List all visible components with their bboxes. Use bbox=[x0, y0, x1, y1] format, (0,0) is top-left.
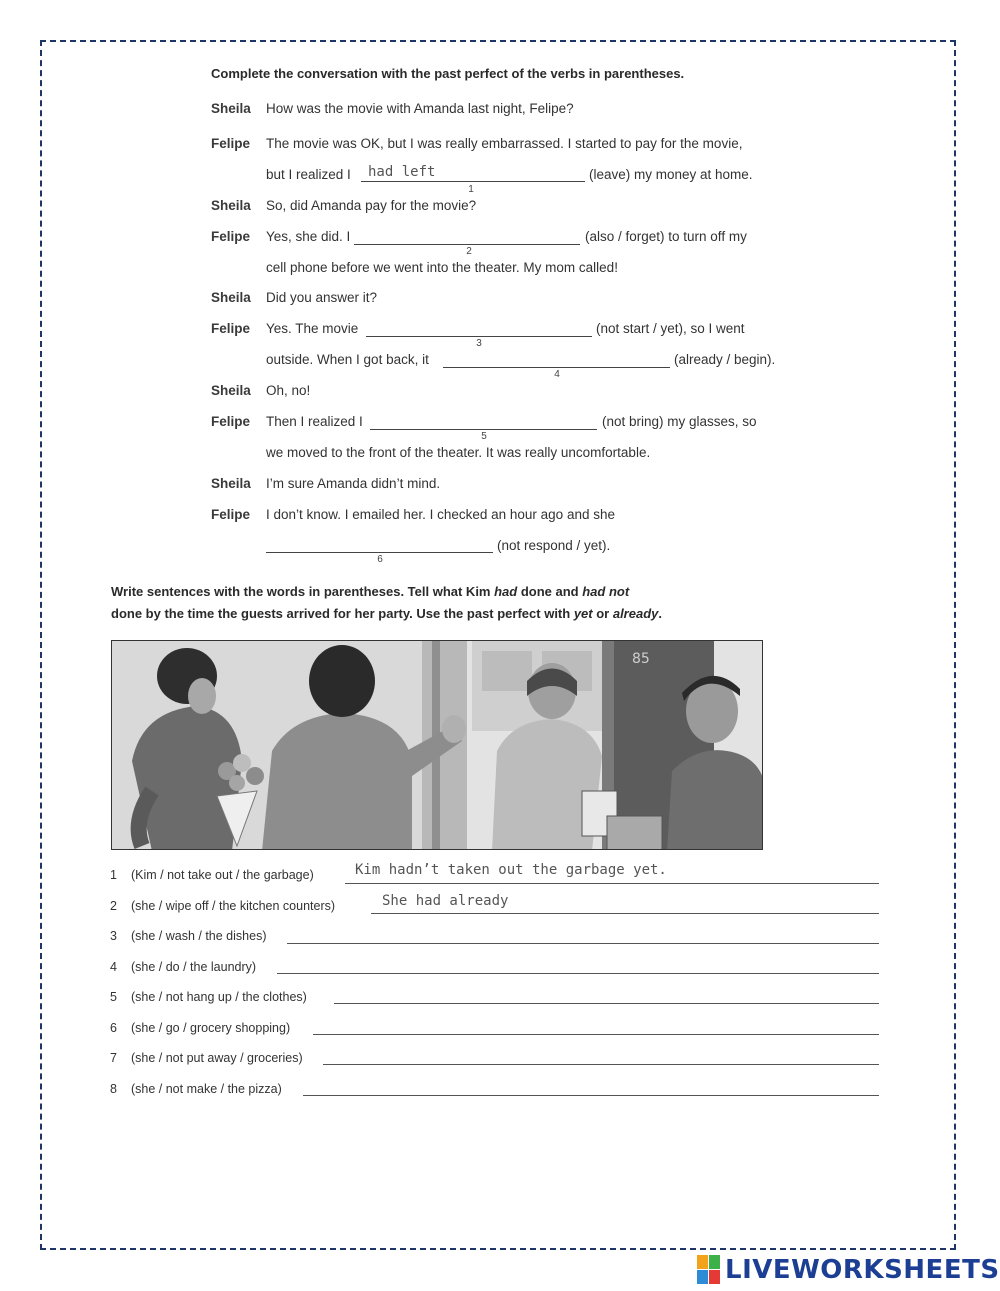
dialogue-line: So, did Amanda pay for the movie? bbox=[266, 198, 477, 213]
item-number: 2 bbox=[110, 899, 117, 913]
dialogue-line: we moved to the front of the theater. It was really uncomfortable. bbox=[266, 445, 651, 460]
answer-line[interactable] bbox=[323, 1063, 879, 1065]
item-number: 7 bbox=[110, 1051, 117, 1065]
dialogue-line-pre: but I realized I bbox=[266, 167, 351, 182]
item-number: 6 bbox=[110, 1021, 117, 1035]
brand-name: LIVEWORKSHEETS bbox=[725, 1255, 1000, 1285]
dialogue-line: Did you answer it? bbox=[266, 290, 378, 305]
item-answer: She had already bbox=[382, 893, 509, 909]
speaker-label: Felipe bbox=[211, 321, 251, 336]
dialogue-line-post: (also / forget) to turn off my bbox=[585, 229, 747, 244]
dialogue-line-post: (not bring) my glasses, so bbox=[602, 414, 757, 429]
answer-text-1: had left bbox=[368, 164, 436, 180]
answer-line[interactable] bbox=[303, 1094, 879, 1096]
dialogue-line: The movie was OK, but I was really embarrassed. I started to pay for the movie, bbox=[266, 136, 743, 151]
dialogue-line-post: (already / begin). bbox=[674, 352, 776, 367]
answer-blank-4[interactable] bbox=[443, 349, 670, 368]
item-number: 4 bbox=[110, 960, 117, 974]
exercise2-instruction: Write sentences with the words in parentheses. Tell what Kim had done and had not done by the time the guests arrived for her party. Use the past perfect with yet or already. bbox=[111, 584, 663, 621]
answer-line[interactable] bbox=[313, 1033, 879, 1035]
dialogue-line-pre: outside. When I got back, it bbox=[266, 352, 429, 367]
speaker-label: Felipe bbox=[211, 414, 251, 429]
speaker-label: Sheila bbox=[211, 290, 251, 305]
answer-line[interactable] bbox=[371, 912, 879, 914]
answer-line[interactable] bbox=[277, 972, 879, 974]
speaker-label: Felipe bbox=[211, 507, 251, 522]
speaker-label: Felipe bbox=[211, 136, 251, 151]
blank-number: 4 bbox=[554, 369, 560, 380]
dialogue-line-pre: Yes, she did. I bbox=[266, 229, 351, 244]
door-number: 85 bbox=[632, 651, 650, 667]
answer-blank-5[interactable] bbox=[370, 411, 597, 430]
answer-blank-3[interactable] bbox=[366, 318, 592, 337]
item-prompt: (she / do / the laundry) bbox=[131, 960, 257, 974]
blank-number: 5 bbox=[481, 431, 487, 442]
blank-number: 2 bbox=[466, 246, 472, 257]
live-badge-icon bbox=[697, 1255, 721, 1285]
item-prompt: (Kim / not take out / the garbage) bbox=[131, 868, 314, 882]
item-answer: Kim hadn’t taken out the garbage yet. bbox=[355, 862, 667, 878]
dialogue-line-post: (not respond / yet). bbox=[497, 538, 611, 553]
dialogue-line-pre: Then I realized I bbox=[266, 414, 363, 429]
answer-line[interactable] bbox=[287, 942, 879, 944]
speaker-label: Sheila bbox=[211, 101, 251, 116]
dialogue-line-post: (not start / yet), so I went bbox=[596, 321, 745, 336]
liveworksheets-logo[interactable] bbox=[697, 1253, 1000, 1287]
exercise1-instruction: Complete the conversation with the past perfect of the verbs in parentheses. bbox=[211, 66, 685, 81]
box-icon bbox=[607, 816, 662, 850]
speaker-label: Sheila bbox=[211, 198, 251, 213]
answer-blank-2[interactable] bbox=[354, 226, 580, 245]
item-number: 5 bbox=[110, 990, 117, 1004]
item-prompt: (she / not put away / groceries) bbox=[131, 1051, 303, 1065]
item-prompt: (she / go / grocery shopping) bbox=[131, 1021, 291, 1035]
blank-number: 1 bbox=[468, 184, 474, 195]
answer-line[interactable] bbox=[334, 1002, 879, 1004]
item-prompt: (she / wipe off / the kitchen counters) bbox=[131, 899, 336, 913]
dialogue-line: Oh, no! bbox=[266, 383, 311, 398]
dialogue-line: cell phone before we went into the theater. My mom called! bbox=[266, 260, 618, 275]
item-prompt: (she / not hang up / the clothes) bbox=[131, 990, 307, 1004]
speaker-label: Felipe bbox=[211, 229, 251, 244]
speaker-label: Sheila bbox=[211, 383, 251, 398]
dialogue-line-post: (leave) my money at home. bbox=[589, 167, 753, 182]
answer-line[interactable] bbox=[345, 882, 879, 884]
dialogue-line-pre: Yes. The movie bbox=[266, 321, 359, 336]
speaker-label: Sheila bbox=[211, 476, 251, 491]
blank-number: 3 bbox=[476, 338, 482, 349]
item-number: 3 bbox=[110, 929, 117, 943]
item-prompt: (she / not make / the pizza) bbox=[131, 1082, 282, 1096]
item-number: 1 bbox=[110, 868, 117, 882]
party-illustration bbox=[111, 640, 763, 850]
item-prompt: (she / wash / the dishes) bbox=[131, 929, 267, 943]
blank-number: 6 bbox=[377, 554, 383, 565]
item-number: 8 bbox=[110, 1082, 117, 1096]
answer-blank-6[interactable] bbox=[266, 534, 493, 553]
dialogue-line: I don’t know. I emailed her. I checked an hour ago and she bbox=[266, 507, 615, 522]
dialogue-line: I’m sure Amanda didn’t mind. bbox=[266, 476, 441, 491]
dialogue-line: How was the movie with Amanda last night, Felipe? bbox=[266, 101, 574, 116]
